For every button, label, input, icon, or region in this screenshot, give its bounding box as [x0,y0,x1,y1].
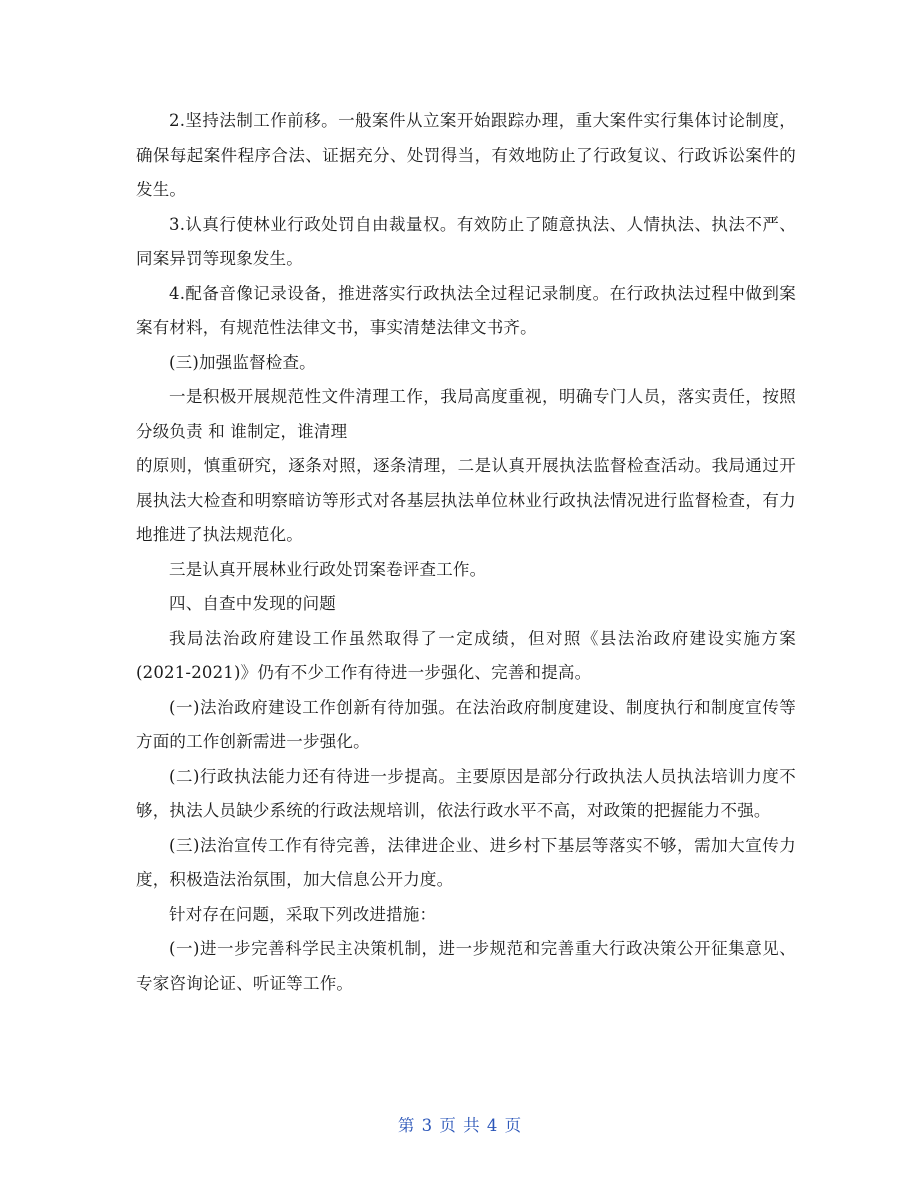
page-number-label: 第 3 页 共 4 页 [397,1116,523,1135]
paragraph-measures-intro: 针对存在问题，采取下列改进措施： [169,904,437,924]
paragraph-problem-3: (三)法治宣传工作有待完善，法律进企业、进乡村下基层等落实不够，需加大宣传力度，积极造法治氛围，加大信息公开力度。 [136,835,796,889]
section-heading-problems: 四、自查中发现的问题 [169,594,336,613]
paragraph-item-3: 3.认真行使林业行政处罚自由裁量权。有效防止了随意执法、人情执法、执法不严、同案异罚等现象发生。 [136,214,796,268]
paragraph-item-2: 2.坚持法制工作前移。一般案件从立案开始跟踪办理，重大案件实行集体讨论制度，确保每起案件程序合法、证据充分、处罚得当，有效地防止了行政复议、行政诉讼案件的发生。 [136,111,796,199]
paragraph-supervision-third: 三是认真开展林业行政处罚案卷评查工作。 [169,559,487,579]
page-number-footer [0,1112,920,1136]
paragraph-supervision-continued: 的原则，慎重研究，逐条对照，逐条清理，二是认真开展执法监督检查活动。我局通过开展执法大检查和明察暗访等形式对各基层执法单位林业行政执法情况进行监督检查，有力地推进了执法规范化。 [136,456,796,544]
document-body [136,104,796,1001]
paragraph-problems-intro: 我局法治政府建设工作虽然取得了一定成绩，但对照《县法治政府建设实施方案(2021-2021)》仍有不少工作有待进一步强化、完善和提高。 [136,628,796,682]
paragraph-supervision-first: 一是积极开展规范性文件清理工作，我局高度重视，明确专门人员，落实责任，按照 分级负责 和 谁制定，谁清理 [136,387,796,441]
paragraph-problem-1: (一)法治政府建设工作创新有待加强。在法治政府制度建设、制度执行和制度宣传等方面的工作创新需进一步强化。 [136,697,796,751]
paragraph-item-4: 4.配备音像记录设备，推进落实行政执法全过程记录制度。在行政执法过程中做到案案有材料，有规范性法律文书，事实清楚法律文书齐。 [136,283,796,337]
section-heading-supervision: (三)加强监督检查。 [169,352,316,372]
paragraph-measure-1: (一)进一步完善科学民主决策机制，进一步规范和完善重大行政决策公开征集意见、专家咨询论证、听证等工作。 [136,939,796,993]
paragraph-problem-2: (二)行政执法能力还有待进一步提高。主要原因是部分行政执法人员执法培训力度不够，执法人员缺少系统的行政法规培训，依法行政水平不高，对政策的把握能力不强。 [136,766,796,820]
